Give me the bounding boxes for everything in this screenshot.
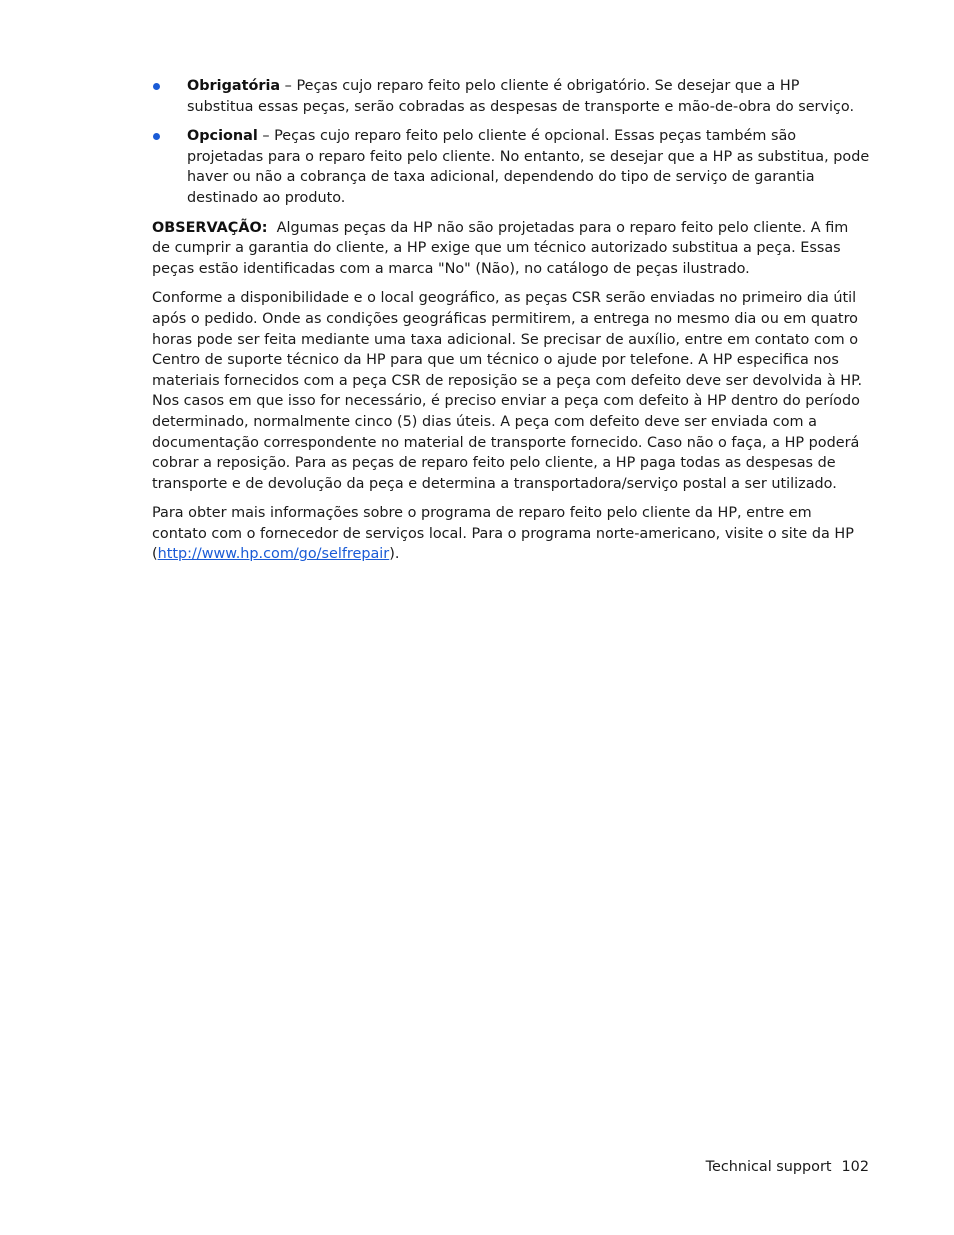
document-body bbox=[152, 76, 870, 574]
note-label: OBSERVAÇÃO: bbox=[152, 219, 268, 236]
bullet-list bbox=[152, 76, 870, 209]
close-paren: ). bbox=[389, 546, 400, 563]
note-paragraph bbox=[152, 218, 870, 280]
bullet-text: – Peças cujo reparo feito pelo cliente é opcional. Essas peças também são projetadas para o reparo feito pelo cliente. No entanto, se desejar que a HP as substitua, pode haver ou não a cobrança de taxa adicional, dependendo do tipo de serviço de garantia destinado ao produto. bbox=[187, 128, 870, 206]
page-footer bbox=[706, 1157, 869, 1177]
page-number: 102 bbox=[841, 1159, 869, 1175]
bullet-term: Opcional bbox=[187, 128, 258, 145]
body-paragraph-csr: Conforme a disponibilidade e o local geográfico, as peças CSR serão enviadas no primeiro dia útil após o pedido. Onde as condições geográficas permitirem, a entrega no mesmo dia ou em quatro horas pode ser feita mediante uma taxa adicional. Se precisar de auxílio, entre em contato com o Centro de suporte técnico da HP para que um técnico o ajude por telefone. A HP especifica nos materiais fornecidos com a peça CSR de reposição se a peça com defeito deve ser devolvida à HP. Nos casos em que isso for necessário, é preciso enviar a peça com defeito à HP dentro do período determinado, normalmente cinco (5) dias úteis. A peça com defeito deve ser enviada com a documentação correspondente no material de transporte fornecido. Caso não o faça, a HP poderá cobrar a reposição. Para as peças de reparo feito pelo cliente, a HP paga todas as despesas de transporte e de devolução da peça e determina a transportadora/serviço postal a ser utilizado. bbox=[152, 290, 863, 492]
bullet-dot-icon bbox=[153, 83, 160, 90]
note-text: Algumas peças da HP não são projetadas para o reparo feito pelo cliente. A fim de cumprir a garantia do cliente, a HP exige que um técnico autorizado substitua a peça. Essas peças estão identificadas com a marca "No" (Não), no catálogo de peças ilustrado. bbox=[152, 219, 849, 277]
bullet-item-obrigatoria bbox=[152, 76, 870, 117]
open-paren: ( bbox=[152, 546, 158, 563]
footer-section-title: Technical support bbox=[705, 1159, 832, 1175]
info-text: Para obter mais informações sobre o programa de reparo feito pelo cliente da HP, entre em contato com o fornecedor de serviços local. Para o programa norte-americano, visite o site da HP bbox=[152, 505, 854, 542]
bullet-text: – Peças cujo reparo feito pelo cliente é obrigatório. Se desejar que a HP substitua essas peças, serão cobradas as despesas de transporte e mão-de-obra do serviço. bbox=[187, 78, 855, 115]
bullet-term: Obrigatória bbox=[187, 78, 281, 94]
selfrepair-link[interactable]: http://www.hp.com/go/selfrepair bbox=[157, 546, 390, 563]
bullet-dot-icon bbox=[153, 133, 160, 140]
bullet-item-opcional bbox=[152, 126, 870, 208]
body-paragraph-info bbox=[152, 503, 870, 565]
